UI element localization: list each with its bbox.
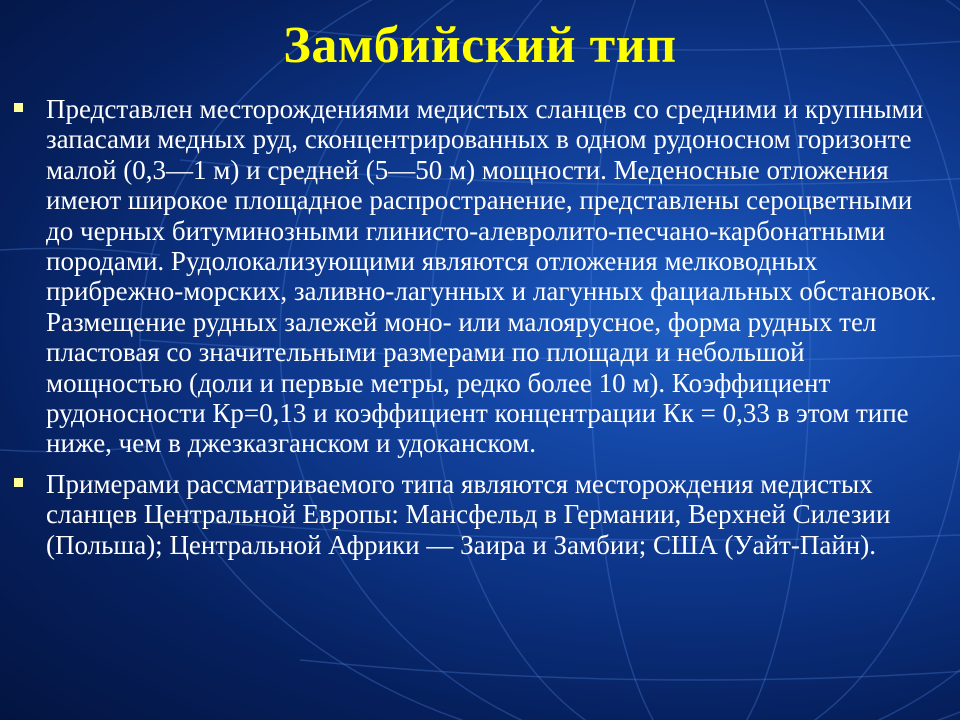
bullet-item (14, 94, 946, 459)
square-bullet-icon (14, 103, 23, 112)
slide-title: Замбийский тип (283, 17, 677, 74)
bullet-list (14, 94, 946, 570)
square-bullet-icon (14, 478, 23, 487)
bullet-item (14, 469, 946, 560)
bullet-text: Представлен месторождениями медистых сланцев со средними и крупными запасами медных руд, сконцентрированных в одном рудоносном горизонте малой (0,3—1 м) и средней (5—50 м) мощности. Меденосные отложения имеют широкое площадное распространение, представлены сероцветными до черных битуминозными глинисто-алевролито-песчано-карбонатными породами. Рудолокализующими являются отложения мелководных прибрежно-морских, заливно-лагунных и лагунных фациальных обстановок. Размещение рудных залежей моно- или малоярусное, форма рудных тел пластовая со значительными размерами по площади и небольшой мощностью (доли и первые метры, редко более 10 м). Коэффициент рудоносности Кр=0,13 и коэффициент концентрации Кк = 0,33 в этом типе ниже, чем в джезказганском и удоканском. (46, 94, 937, 459)
bullet-text: Примерами рассматриваемого типа являются месторождения медистых сланцев Центральной Европы: Мансфельд в Германии, Верхней Силезии (Польша); Центральной Африки — Заира и Замбии; США (Уайт-Пайн). (46, 468, 891, 560)
